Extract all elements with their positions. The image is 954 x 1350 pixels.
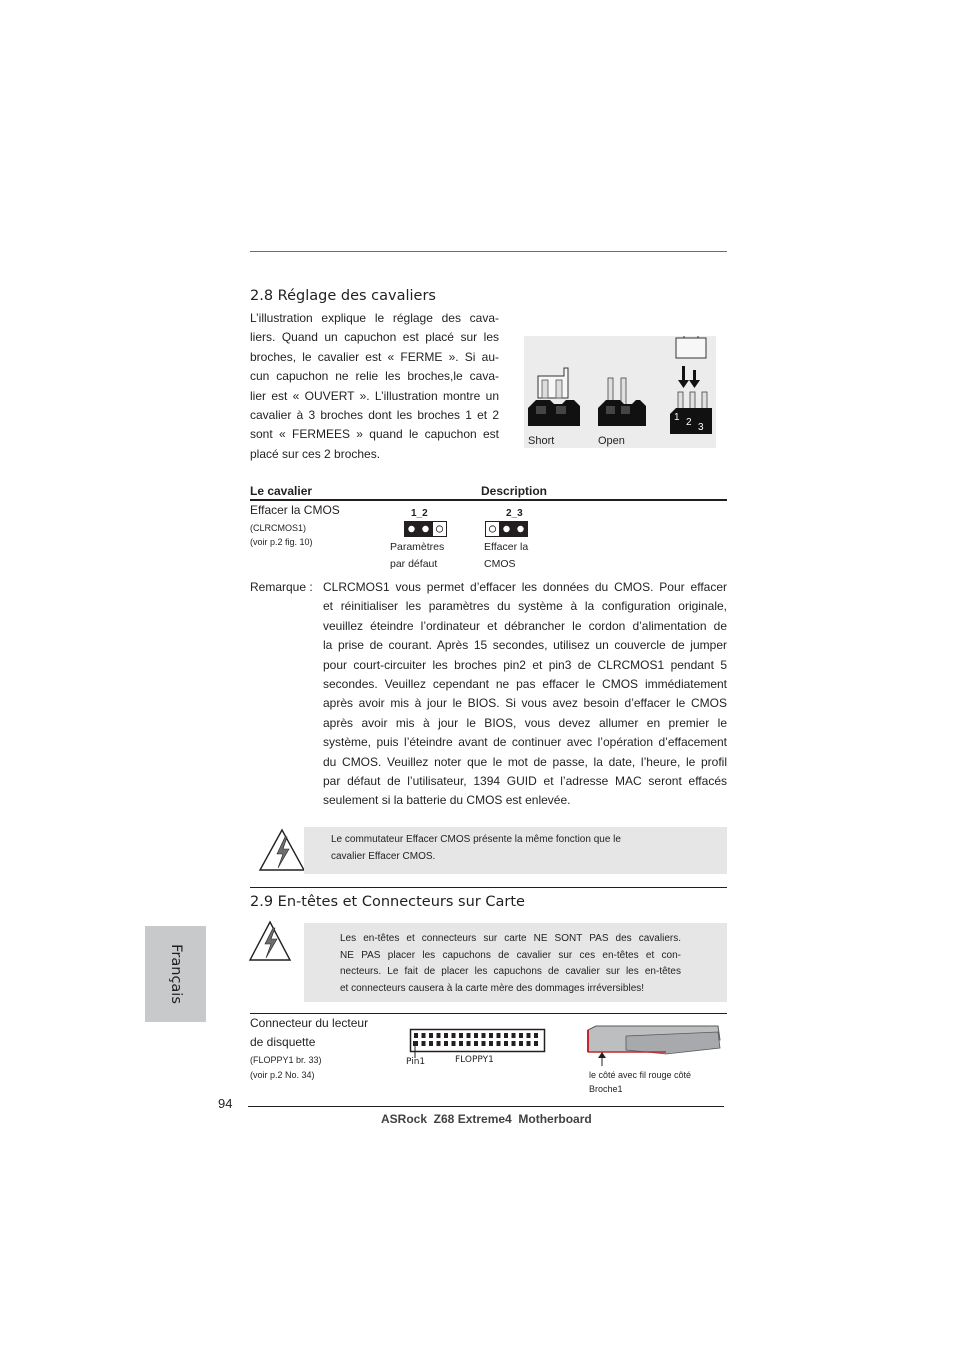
text-line: CLRCMOS1 vous permet d’effacer les données du CMOS. Pour effacer: [323, 580, 727, 594]
text-line: broches, le cavalier est « FERME ». Si au-: [250, 349, 499, 364]
ribbon-cable-icon: [586, 1022, 726, 1072]
text-line: cavalier à 3 broches dont les broches 1 et 2: [250, 407, 499, 422]
text-line: seulement si la batterie du CMOS est enlevée.: [323, 793, 571, 808]
pin-number-1: 1: [674, 412, 680, 423]
floppy-id: (FLOPPY1 br. 33): [250, 1055, 322, 1065]
text-line: Le commutateur Effacer CMOS présente la même fonction que le: [331, 834, 621, 845]
text-line: après avoir mis à jour le BIOS. Si vous avez besoin d’effacer le CMOS: [323, 696, 727, 711]
floppy-pin: [504, 1041, 508, 1046]
open-label: Open: [598, 435, 625, 447]
floppy-pin: [534, 1033, 538, 1038]
section2-rule: [250, 887, 727, 888]
row-name: Effacer la CMOS: [250, 503, 340, 517]
text-line: NE PAS placer les capuchons de cavalier sur ces en-têtes et con-: [340, 949, 681, 961]
text-line: après avoir mis à jour le BIOS, vous devez allumer en premier le: [323, 715, 727, 730]
remark-label: Remarque :: [250, 580, 313, 594]
row-ref: (voir p.2 fig. 10): [250, 537, 313, 547]
floppy-pin: [497, 1033, 501, 1038]
text-line: pour court-circuiter les broches pin2 et pin3 de CLRCMOS1 pendant 5: [323, 657, 727, 672]
table-header-jumper: Le cavalier: [250, 484, 313, 498]
language-tab[interactable]: Français: [145, 926, 206, 1022]
floppy-pin: [512, 1033, 516, 1038]
floppy-pin: [437, 1033, 441, 1038]
jumper-clear-caption-1: Effacer la: [484, 541, 529, 553]
jumper-clear-diagram: [485, 521, 529, 537]
floppy-ref: (voir p.2 No. 34): [250, 1070, 315, 1080]
floppy-pin: [497, 1041, 501, 1046]
floppy-pin: [467, 1033, 471, 1038]
floppy-pin: [482, 1033, 486, 1038]
floppy-name-1: Connecteur du lecteur: [250, 1016, 369, 1030]
top-rule: [250, 251, 727, 252]
jumper-default-pins-label: 1_2: [411, 508, 428, 519]
floppy-pin: [519, 1033, 523, 1038]
text-line: lier est « OUVERT ». L’illustration montre un: [250, 388, 499, 403]
floppy-pin: [444, 1033, 448, 1038]
floppy-pin: [414, 1033, 418, 1038]
text-line: L’illustration explique le réglage des cava-: [250, 311, 499, 325]
text-line: par défaut de l’utilisateur, 1394 GUID et l’adresse MAC seront effacés: [323, 773, 727, 788]
note-text-cmos: [331, 831, 621, 865]
text-line: et connecteurs causera à la carte mère des dommages irréversibles!: [340, 982, 645, 994]
text-line: la prise de courant. Après 15 secondes, utilisez un couvercle de jumper: [323, 638, 727, 653]
pin-number-2: 2: [686, 417, 692, 428]
text-line: cavalier Effacer CMOS.: [331, 851, 436, 862]
floppy-pin: [422, 1041, 426, 1046]
floppy-pin: [429, 1041, 433, 1046]
table-header-description: Description: [481, 484, 548, 498]
floppy-pin: [452, 1033, 456, 1038]
cable-caption-1: le côté avec fil rouge côté: [589, 1070, 692, 1080]
floppy-pin: [504, 1033, 508, 1038]
floppy-pin: [444, 1041, 448, 1046]
floppy-pin: [429, 1033, 433, 1038]
cable-caption-2: Broche1: [589, 1084, 623, 1094]
jumper-default-caption-1: Paramètres: [390, 541, 445, 553]
floppy-pin: [489, 1033, 493, 1038]
warning-triangle-icon: [258, 828, 306, 872]
pin-number-3: 3: [698, 422, 704, 433]
text-line: secondes. Veuillez cependant ne pas effacer le CMOS immédiatement: [323, 676, 727, 691]
floppy-pin: [474, 1041, 478, 1046]
page-number: 94: [218, 1096, 233, 1111]
floppy-pin: [482, 1041, 486, 1046]
jumper-clear-pins-label: 2_3: [506, 508, 523, 519]
floppy-pin: [527, 1041, 531, 1046]
jumper-illustration: [524, 336, 716, 448]
floppy-rule: [250, 1013, 727, 1014]
floppy-pin: [467, 1041, 471, 1046]
jumper-default-diagram: [404, 521, 448, 537]
floppy-connector-label: FLOPPY1: [455, 1055, 494, 1065]
table-header-rule: [250, 499, 727, 501]
floppy-pin: [452, 1041, 456, 1046]
intro-paragraph: [250, 309, 499, 464]
text-line: necteurs. Le fait de placer les capuchons de cavalier sur les en-têtes: [340, 966, 681, 978]
text-line: liers. Quand un capuchon est placé sur les: [250, 330, 499, 345]
footer-rule: [248, 1106, 724, 1107]
text-line: du CMOS. Veuillez noter que le mot de passe, la date, l’heure, le profil: [323, 754, 727, 769]
floppy-pin: [437, 1041, 441, 1046]
floppy-pin1-label: Pin1: [406, 1057, 426, 1067]
row-id: (CLRCMOS1): [250, 523, 307, 533]
floppy-pin: [527, 1033, 531, 1038]
text-line: cun capuchon ne relie les broches,le cava-: [250, 369, 499, 384]
floppy-pin: [459, 1041, 463, 1046]
text-line: veuillez éteindre l’ordinateur et débrancher le cordon d’alimentation de: [323, 618, 727, 633]
footer-product: ASRock Z68 Extreme4 Motherboard: [381, 1112, 592, 1126]
floppy-pin: [534, 1041, 538, 1046]
warning-triangle-icon: [248, 920, 292, 962]
warning-text-headers: [340, 931, 681, 997]
floppy-pin: [512, 1041, 516, 1046]
text-line: placé sur ces 2 broches.: [250, 446, 381, 461]
text-line: sont « FERMEES » quand le capuchon est: [250, 427, 499, 442]
jumper-clear-caption-2: CMOS: [484, 558, 516, 570]
text-line: et réinitialiser les paramètres du système à la configuration originale,: [323, 599, 727, 614]
section-title-headers: 2.9 En-têtes et Connecteurs sur Carte: [250, 894, 525, 910]
floppy-pin: [474, 1033, 478, 1038]
text-line: système, puis l’éteindre avant de continuer avec l’opération d’effacement: [323, 735, 727, 750]
floppy-pin: [422, 1033, 426, 1038]
jumper-default-caption-2: par défaut: [390, 558, 438, 570]
floppy-name-2: de disquette: [250, 1035, 316, 1049]
text-line: Les en-têtes et connecteurs sur carte NE SONT PAS des cavaliers.: [340, 933, 681, 944]
remark-text: [323, 578, 727, 811]
floppy-pin: [519, 1041, 523, 1046]
short-label: Short: [528, 435, 555, 447]
section-title-jumpers: 2.8 Réglage des cavaliers: [250, 288, 436, 304]
floppy-pin: [489, 1041, 493, 1046]
floppy-pin: [459, 1033, 463, 1038]
